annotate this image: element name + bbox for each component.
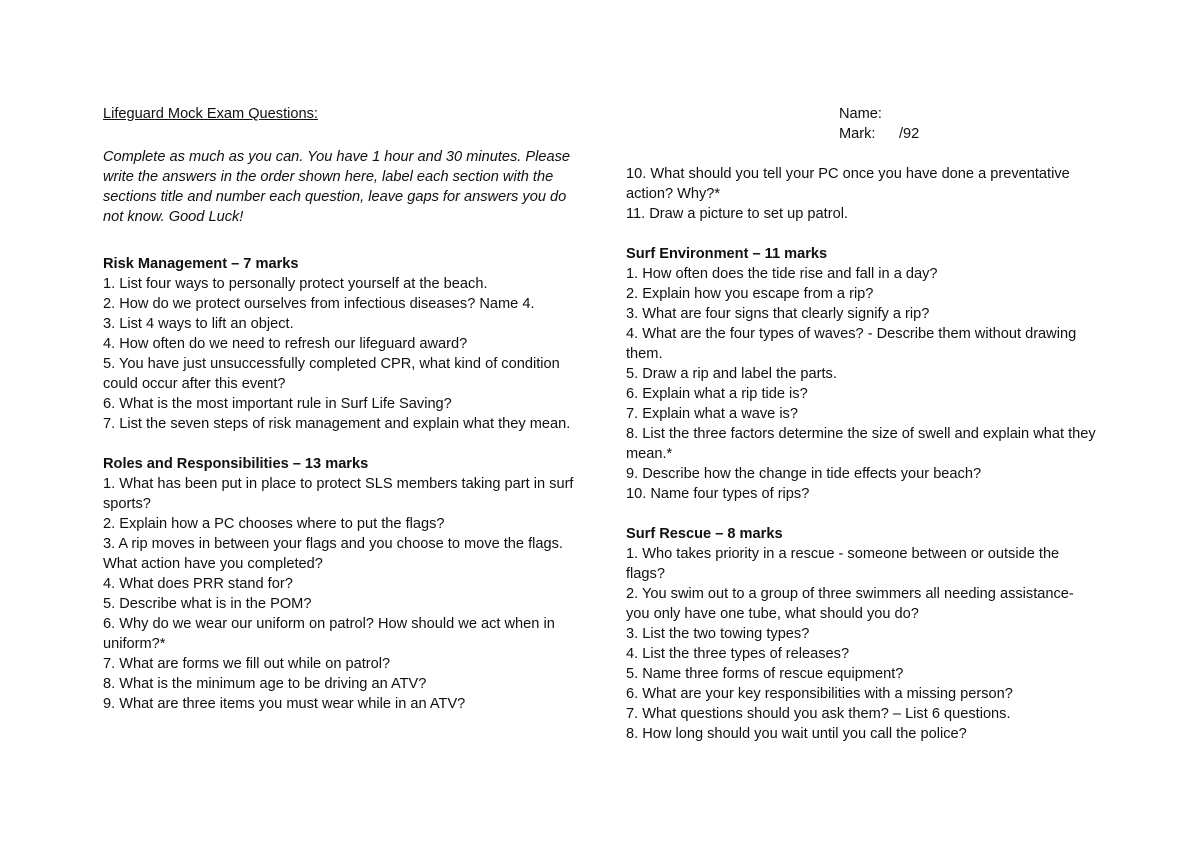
surf-rescue-q6: 6. What are your key responsibilities with a missing person? bbox=[626, 686, 1013, 702]
surf-env-q5: 5. Draw a rip and label the parts. bbox=[626, 366, 837, 382]
section-gap bbox=[626, 504, 1096, 524]
left-column bbox=[103, 254, 581, 714]
roles-heading: Roles and Responsibilities – 13 marks bbox=[103, 456, 369, 472]
surf-rescue-q2: 2. You swim out to a group of three swimmers all needing assistance- you only have one tube, what should you do? bbox=[626, 586, 1074, 622]
name-label: Name: bbox=[839, 106, 882, 122]
exam-title: Lifeguard Mock Exam Questions: bbox=[103, 106, 318, 122]
roles-q3: 3. A rip moves in between your flags and you choose to move the flags. What action have you completed? bbox=[103, 536, 563, 572]
mark-total: /92 bbox=[899, 126, 920, 142]
risk-q4: 4. How often do we need to refresh our lifeguard award? bbox=[103, 336, 468, 352]
roles-q4: 4. What does PRR stand for? bbox=[103, 576, 293, 592]
roles-q8: 8. What is the minimum age to be driving an ATV? bbox=[103, 676, 427, 692]
mark-label: Mark: bbox=[839, 126, 876, 142]
roles-list bbox=[103, 474, 581, 714]
surf-env-q9: 9. Describe how the change in tide effects your beach? bbox=[626, 466, 982, 482]
risk-heading: Risk Management – 7 marks bbox=[103, 256, 299, 272]
roles-q5: 5. Describe what is in the POM? bbox=[103, 596, 312, 612]
roles-q11: 11. Draw a picture to set up patrol. bbox=[626, 206, 848, 222]
surf-env-q4: 4. What are the four types of waves? - Describe them without drawing them. bbox=[626, 326, 1077, 362]
name-mark-box bbox=[839, 104, 919, 144]
surf-env-q2: 2. Explain how you escape from a rip? bbox=[626, 286, 874, 302]
surf-rescue-list bbox=[626, 544, 1096, 744]
surf-rescue-q7: 7. What questions should you ask them? – List 6 questions. bbox=[626, 706, 1011, 722]
surf-rescue-heading: Surf Rescue – 8 marks bbox=[626, 526, 783, 542]
surf-env-q1: 1. How often does the tide rise and fall in a day? bbox=[626, 266, 938, 282]
roles-list-continued bbox=[626, 164, 1096, 224]
surf-env-q3: 3. What are four signs that clearly signify a rip? bbox=[626, 306, 930, 322]
section-gap bbox=[626, 224, 1096, 244]
roles-q1: 1. What has been put in place to protect SLS members taking part in surf sports? bbox=[103, 476, 574, 512]
risk-q1: 1. List four ways to personally protect yourself at the beach. bbox=[103, 276, 488, 292]
risk-q3: 3. List 4 ways to lift an object. bbox=[103, 316, 294, 332]
surf-env-q10: 10. Name four types of rips? bbox=[626, 486, 810, 502]
risk-q6: 6. What is the most important rule in Surf Life Saving? bbox=[103, 396, 452, 412]
roles-q9: 9. What are three items you must wear while in an ATV? bbox=[103, 696, 466, 712]
surf-env-q7: 7. Explain what a wave is? bbox=[626, 406, 798, 422]
roles-q2: 2. Explain how a PC chooses where to put the flags? bbox=[103, 516, 445, 532]
mark-row bbox=[839, 124, 919, 144]
section-gap bbox=[103, 434, 581, 454]
surf-rescue-q3: 3. List the two towing types? bbox=[626, 626, 810, 642]
roles-q7: 7. What are forms we fill out while on patrol? bbox=[103, 656, 391, 672]
surf-rescue-q5: 5. Name three forms of rescue equipment? bbox=[626, 666, 904, 682]
roles-q10: 10. What should you tell your PC once you have done a preventative action? Why?* bbox=[626, 166, 1070, 202]
surf-rescue-q8: 8. How long should you wait until you call the police? bbox=[626, 726, 967, 742]
surf-env-heading: Surf Environment – 11 marks bbox=[626, 246, 828, 262]
surf-env-q6: 6. Explain what a rip tide is? bbox=[626, 386, 808, 402]
risk-q2: 2. How do we protect ourselves from infectious diseases? Name 4. bbox=[103, 296, 535, 312]
surf-env-list bbox=[626, 264, 1096, 504]
risk-list bbox=[103, 274, 581, 434]
surf-env-q8: 8. List the three factors determine the size of swell and explain what they mean.* bbox=[626, 426, 1096, 462]
right-column bbox=[626, 164, 1096, 744]
instructions: Complete as much as you can. You have 1 hour and 30 minutes. Please write the answers in the order shown here, label each section with the sections title and number each question, leave gaps for answers you do not know. Good Luck! bbox=[103, 149, 571, 225]
surf-rescue-q1: 1. Who takes priority in a rescue - someone between or outside the flags? bbox=[626, 546, 1060, 582]
risk-q5: 5. You have just unsuccessfully completed CPR, what kind of condition could occur after this event? bbox=[103, 356, 560, 392]
roles-q6: 6. Why do we wear our uniform on patrol? How should we act when in uniform?* bbox=[103, 616, 555, 652]
risk-q7: 7. List the seven steps of risk management and explain what they mean. bbox=[103, 416, 571, 432]
surf-rescue-q4: 4. List the three types of releases? bbox=[626, 646, 850, 662]
